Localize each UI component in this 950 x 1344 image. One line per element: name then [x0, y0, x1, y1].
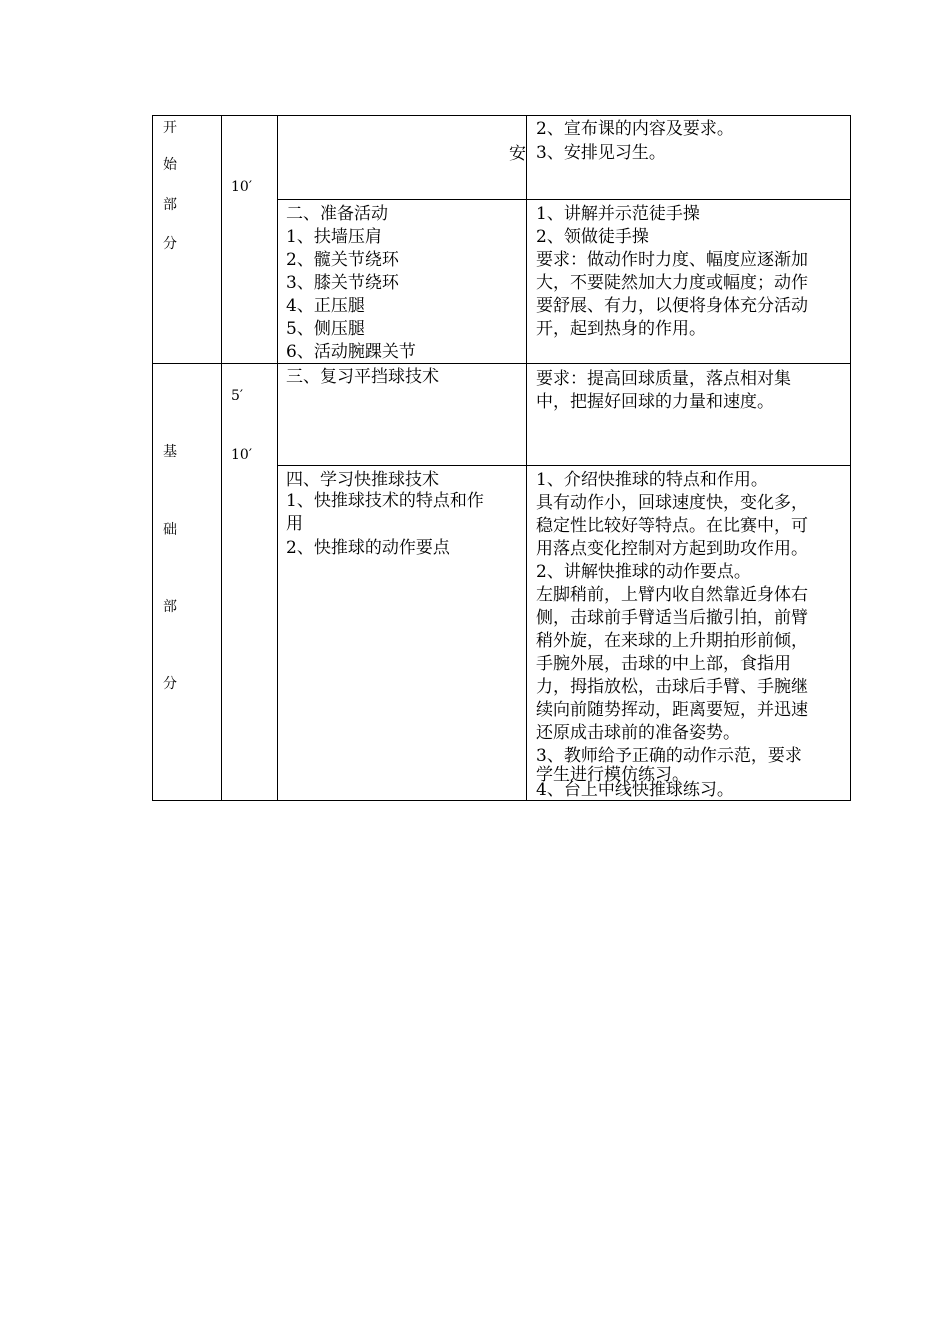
content-line: 三、复习平挡球技术 [286, 367, 439, 387]
method-line: 1、介绍快推球的特点和作用。 [536, 470, 768, 490]
method-line: 还原成击球前的准备姿势。 [536, 723, 740, 743]
table-bottom-border [152, 800, 851, 801]
content-line: 2、快推球的动作要点 [286, 538, 450, 558]
section-start-char: 分 [163, 236, 177, 252]
section-base-char: 基 [163, 444, 177, 460]
content-line: 1、扶墙压肩 [286, 227, 382, 247]
method-line: 4、台上中线快推球练习。 [536, 780, 734, 800]
section-start-time: 10′ [231, 179, 252, 195]
content-line: 1、快推球技术的特点和作 [286, 491, 484, 511]
method-line: 2、宣布课的内容及要求。 [536, 119, 734, 139]
section-base-char: 础 [163, 522, 177, 538]
method-line: 大，不要陡然加大力度或幅度；动作 [536, 273, 808, 293]
content-line: 四、学习快推球技术 [286, 470, 439, 490]
section-base-time: 10′ [231, 447, 252, 463]
method-line: 3、教师给予正确的动作示范，要求 [536, 746, 802, 766]
section-start-char: 部 [163, 197, 177, 213]
content-line: 5、侧压腿 [286, 319, 365, 339]
section-start-char: 开 [163, 120, 177, 136]
row-divider [277, 199, 851, 200]
column-divider [221, 115, 222, 801]
table-left-border [152, 115, 153, 801]
method-line: 侧，击球前手臂适当后撤引拍，前臂 [536, 608, 808, 628]
method-line: 左脚稍前，上臂内收自然靠近身体右 [536, 585, 808, 605]
method-line: 中，把握好回球的力量和速度。 [536, 392, 774, 412]
method-line: 3、安排见习生。 [536, 143, 666, 163]
method-line: 要舒展、有力，以便将身体充分活动 [536, 296, 808, 316]
content-line: 4、正压腿 [286, 296, 365, 316]
method-line: 用落点变化控制对方起到助攻作用。 [536, 539, 808, 559]
table-top-border [152, 115, 851, 116]
content-line: 用 [286, 514, 303, 534]
section-divider [152, 363, 851, 364]
method-line: 力，拇指放松，击球后手臂、手腕继 [536, 677, 808, 697]
method-line: 2、领做徒手操 [536, 227, 649, 247]
content-fragment: 安 [509, 144, 526, 164]
column-divider [277, 115, 278, 801]
method-line: 要求：提高回球质量，落点相对集 [536, 369, 791, 389]
method-line: 稳定性比较好等特点。在比赛中，可 [536, 516, 808, 536]
method-line: 学生进行模仿练习。 [536, 765, 689, 785]
content-line: 2、髋关节绕环 [286, 250, 399, 270]
method-line: 手腕外展，击球的中上部，食指用 [536, 654, 791, 674]
content-line: 3、膝关节绕环 [286, 273, 399, 293]
method-line: 开，起到热身的作用。 [536, 319, 706, 339]
section-base-time: 5′ [231, 388, 244, 404]
method-line: 1、讲解并示范徒手操 [536, 204, 700, 224]
method-line: 稍外旋，在来球的上升期拍形前倾， [536, 631, 808, 651]
method-line: 要求：做动作时力度、幅度应逐渐加 [536, 250, 808, 270]
row-divider [277, 465, 851, 466]
table-right-border [850, 115, 851, 801]
method-line: 续向前随势挥动，距离要短，并迅速 [536, 700, 808, 720]
column-divider [526, 115, 527, 801]
method-line: 具有动作小，回球速度快，变化多， [536, 493, 808, 513]
section-base-char: 部 [163, 599, 177, 615]
section-base-char: 分 [163, 676, 177, 692]
method-line: 2、讲解快推球的动作要点。 [536, 562, 751, 582]
content-line: 6、活动腕踝关节 [286, 342, 416, 362]
content-line: 二、准备活动 [286, 204, 388, 224]
section-start-char: 始 [163, 157, 177, 173]
